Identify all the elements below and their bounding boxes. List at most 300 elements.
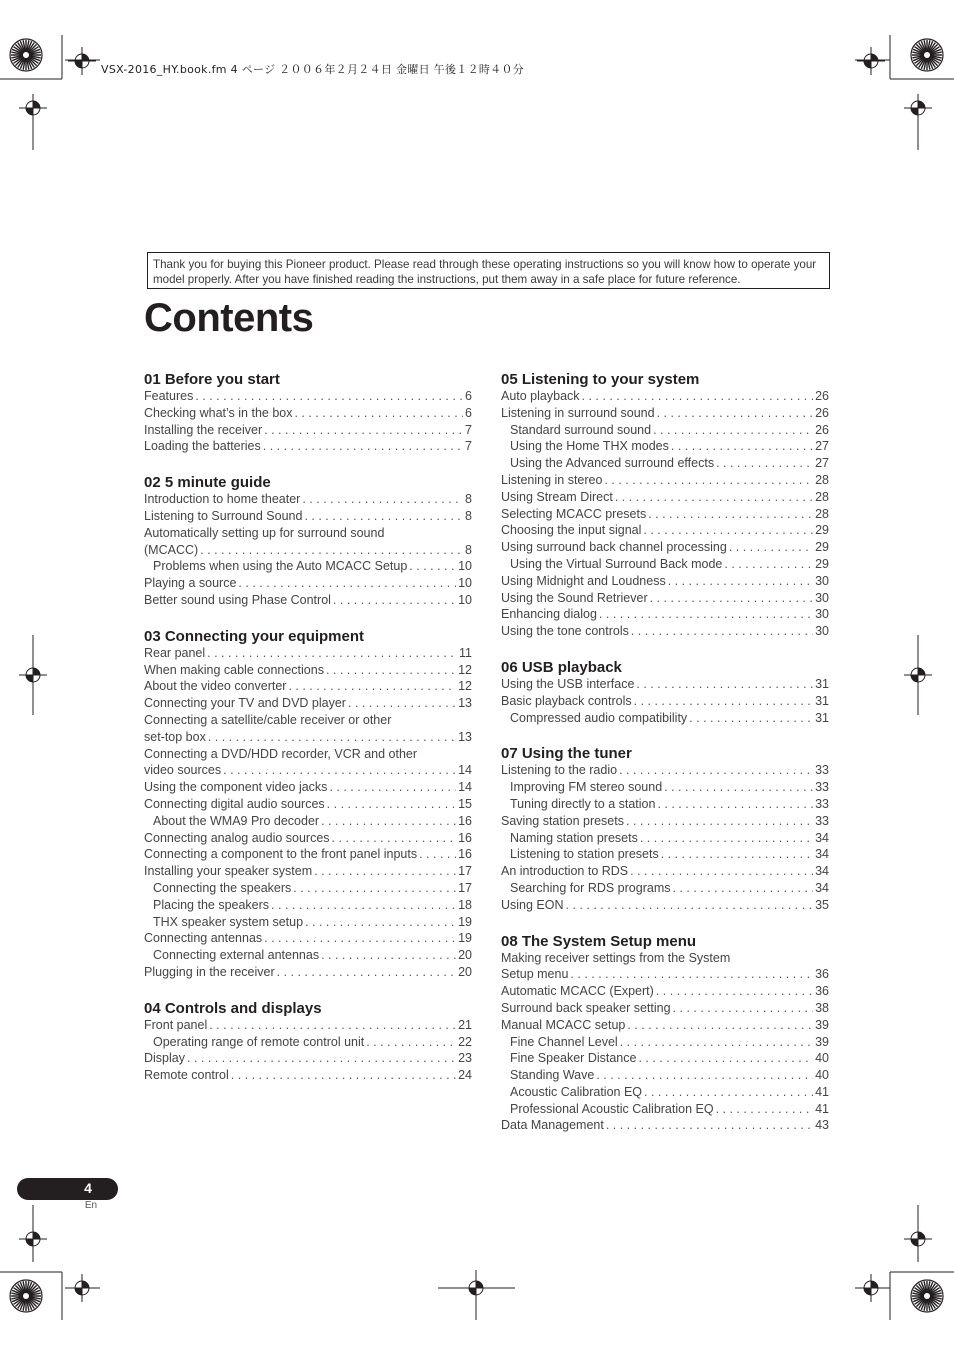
toc-entry-page: 6 <box>465 405 472 420</box>
toc-entry-title: Naming station presets <box>510 830 638 845</box>
toc-entry-title: Plugging in the receiver <box>144 964 275 979</box>
toc-entry[interactable] <box>144 1050 472 1067</box>
toc-entry[interactable] <box>501 1000 829 1017</box>
toc-entry-page: 35 <box>815 897 829 912</box>
toc-entry-title: Connecting external antennas <box>153 948 320 963</box>
toc-entry-page: 40 <box>815 1051 829 1066</box>
toc-section <box>144 370 472 455</box>
toc-entry[interactable] <box>144 645 472 662</box>
toc-entry-title: Front panel <box>144 1017 208 1032</box>
toc-entry-page: 33 <box>815 780 829 795</box>
toc-entry-page: 19 <box>458 914 472 929</box>
toc-entry-title: set-top box <box>144 729 206 744</box>
toc-entry[interactable] <box>501 1067 829 1084</box>
toc-entry-title: (MCACC) <box>144 542 199 557</box>
toc-entry-title: Searching for RDS programs <box>510 880 671 895</box>
toc-entry-title: Auto playback <box>501 389 580 403</box>
toc-entry-title: Connecting a DVD/HDD recorder, VCR and other <box>144 746 418 761</box>
page-number: 4 <box>84 1180 92 1196</box>
toc-entry-title: Basic playback controls <box>501 693 632 708</box>
dot-leader <box>264 422 463 439</box>
dot-leader <box>293 880 456 897</box>
toc-entry[interactable] <box>501 556 829 573</box>
dot-leader <box>329 779 456 796</box>
toc-entry[interactable] <box>501 438 829 455</box>
toc-entry-page: 36 <box>815 984 829 999</box>
dot-leader <box>294 405 463 422</box>
dot-leader <box>582 388 814 405</box>
toc-entry-page: 16 <box>458 830 472 845</box>
dot-leader <box>729 539 813 556</box>
dot-leader <box>673 1000 814 1017</box>
dot-leader <box>231 1067 456 1084</box>
toc-entry[interactable] <box>501 813 829 830</box>
dot-leader <box>634 693 813 710</box>
dot-leader <box>672 880 813 897</box>
toc-entry-page: 22 <box>458 1034 472 1049</box>
toc-entry-page: 33 <box>815 796 829 811</box>
dot-leader <box>327 796 456 813</box>
toc-entry[interactable] <box>501 779 829 796</box>
toc-entry-page: 40 <box>815 1068 829 1083</box>
toc-entry-page: 39 <box>815 1017 829 1032</box>
toc-section-title: 02 5 minute guide <box>144 474 271 492</box>
toc-entry-title: Rear panel <box>144 645 206 660</box>
toc-entry[interactable] <box>144 542 472 559</box>
dot-leader <box>333 592 456 609</box>
toc-entry-title: Manual MCACC setup <box>501 1017 626 1032</box>
toc-entry-page: 10 <box>458 592 472 607</box>
toc-section <box>144 999 472 1084</box>
toc-entry-title: Saving station presets <box>501 813 624 828</box>
toc-entry-title: Listening in surround sound <box>501 405 655 420</box>
toc-entry-page: 26 <box>815 405 829 420</box>
toc-entry-page: 28 <box>815 489 829 504</box>
dot-leader <box>566 897 814 914</box>
toc-entry-title: Using surround back channel processing <box>501 540 727 555</box>
page-title: Contents <box>144 296 314 340</box>
toc-entry[interactable] <box>144 914 472 931</box>
toc-entry[interactable] <box>144 729 472 746</box>
toc-entry-page: 29 <box>815 523 829 538</box>
toc-entry[interactable] <box>501 897 829 914</box>
toc-entry-page: 30 <box>815 590 829 605</box>
toc-entry-title: Operating range of remote control unit <box>153 1034 365 1049</box>
dot-leader <box>208 729 456 746</box>
toc-entry[interactable] <box>144 880 472 897</box>
toc-entry[interactable] <box>144 1017 472 1034</box>
dot-leader <box>271 897 456 914</box>
toc-entry[interactable] <box>144 388 472 405</box>
toc-entry-page: 19 <box>458 931 472 946</box>
toc-entry[interactable] <box>144 575 472 592</box>
dot-leader <box>348 695 456 712</box>
dot-leader <box>604 472 813 489</box>
toc-entry[interactable] <box>144 746 472 763</box>
toc-entry[interactable] <box>501 863 829 880</box>
toc-entry[interactable] <box>501 846 829 863</box>
toc-entry-page: 6 <box>465 389 472 403</box>
toc-entry-title: Enhancing dialog <box>501 607 597 622</box>
toc-entry-title: Connecting analog audio sources <box>144 830 330 845</box>
toc-entry-page: 26 <box>815 422 829 437</box>
toc-entry-page: 26 <box>815 389 829 403</box>
toc-entry-page: 31 <box>815 710 829 725</box>
toc-entry[interactable] <box>144 525 472 542</box>
dot-leader <box>627 1017 813 1034</box>
toc-entry-title: Connecting antennas <box>144 931 263 946</box>
toc-section <box>144 627 472 981</box>
toc-entry-title: Using the tone controls <box>501 624 629 639</box>
toc-entry-title: Using the Home THX modes <box>510 439 669 454</box>
dot-leader <box>419 846 456 863</box>
toc-entry[interactable] <box>501 880 829 897</box>
toc-entry[interactable] <box>501 506 829 523</box>
toc-entry[interactable] <box>501 472 829 489</box>
toc-entry-page: 33 <box>815 813 829 828</box>
toc-entry[interactable] <box>501 1034 829 1051</box>
dot-leader <box>366 1034 456 1051</box>
toc-entry-title: Problems when using the Auto MCACC Setup <box>153 559 408 574</box>
toc-entry[interactable] <box>144 897 472 914</box>
toc-right-column <box>501 370 829 1152</box>
toc-section <box>501 744 829 913</box>
toc-entry-page: 30 <box>815 573 829 588</box>
toc-entry[interactable] <box>501 539 829 556</box>
toc-entry-title: Improving FM stereo sound <box>510 780 663 795</box>
toc-entry-title: Listening in stereo <box>501 472 603 487</box>
toc-section <box>501 932 829 1135</box>
dot-leader <box>657 405 814 422</box>
toc-entry-page: 14 <box>458 780 472 795</box>
toc-entry[interactable] <box>501 1050 829 1067</box>
dot-leader <box>200 542 463 559</box>
toc-entry-page: 28 <box>815 472 829 487</box>
toc-entry-title: Listening to the radio <box>501 763 618 778</box>
dot-leader <box>668 573 813 590</box>
toc-left-column <box>144 370 472 1102</box>
toc-entry[interactable] <box>144 830 472 847</box>
toc-entry-title: Fine Speaker Distance <box>510 1051 637 1066</box>
dot-leader <box>716 455 813 472</box>
toc-entry-title: Using EON <box>501 897 564 912</box>
toc-entry-title: Using Midnight and Loudness <box>501 573 666 588</box>
dot-leader <box>570 966 813 983</box>
toc-entry-page: 29 <box>815 556 829 571</box>
toc-entry[interactable] <box>144 438 472 455</box>
toc-entry[interactable] <box>144 846 472 863</box>
toc-entry-page: 12 <box>458 662 472 677</box>
toc-entry-title: Using the Virtual Surround Back mode <box>510 556 723 571</box>
dot-leader <box>314 863 456 880</box>
toc-section-title: 03 Connecting your equipment <box>144 627 365 645</box>
dot-leader <box>671 438 813 455</box>
toc-entry-page: 36 <box>815 967 829 982</box>
toc-entry[interactable] <box>144 863 472 880</box>
toc-entry-page: 29 <box>815 540 829 555</box>
dot-leader <box>631 623 813 640</box>
toc-entry-page: 27 <box>815 439 829 454</box>
toc-entry[interactable] <box>501 573 829 590</box>
print-file-info: VSX-2016_HY.book.fm 4 ページ ２００６年２月２４日 金曜日 午後１２時４０分 <box>101 63 525 76</box>
toc-entry[interactable] <box>501 422 829 439</box>
toc-entry[interactable] <box>144 508 472 525</box>
toc-entry-page: 10 <box>458 576 472 591</box>
toc-entry-title: Surround back speaker setting <box>501 1000 671 1015</box>
toc-entry-page: 7 <box>465 439 472 454</box>
toc-entry[interactable] <box>501 623 829 640</box>
toc-entry-title: Connecting a component to the front panel inputs <box>144 847 418 862</box>
toc-entry[interactable] <box>501 388 829 405</box>
toc-entry-title: Introduction to home theater <box>144 492 301 507</box>
toc-entry-page: 23 <box>458 1051 472 1066</box>
toc-entry[interactable] <box>501 1017 829 1034</box>
toc-entry-page: 13 <box>458 696 472 711</box>
toc-entry-title: Automatic MCACC (Expert) <box>501 984 654 999</box>
toc-entry-title: Features <box>144 389 194 403</box>
toc-entry[interactable] <box>144 491 472 508</box>
toc-entry-page: 15 <box>458 796 472 811</box>
toc-entry-title: About the video converter <box>144 679 287 694</box>
dot-leader <box>615 489 813 506</box>
toc-entry[interactable] <box>501 522 829 539</box>
toc-entry[interactable] <box>144 813 472 830</box>
dot-leader <box>656 983 813 1000</box>
toc-entry-title: Standing Wave <box>510 1068 595 1083</box>
toc-entry-title: Remote control <box>144 1068 229 1083</box>
toc-entry-title: Display <box>144 1051 185 1066</box>
toc-entry[interactable] <box>144 964 472 981</box>
toc-entry[interactable] <box>501 1101 829 1118</box>
dot-leader <box>650 590 813 607</box>
toc-entry-page: 33 <box>815 763 829 778</box>
toc-entry-title: Playing a source <box>144 576 237 591</box>
toc-entry-page: 28 <box>815 506 829 521</box>
toc-entry-page: 20 <box>458 964 472 979</box>
dot-leader <box>187 1050 456 1067</box>
toc-entry-title: Choosing the input signal <box>501 523 642 538</box>
toc-entry-page: 34 <box>815 847 829 862</box>
toc-entry[interactable] <box>501 676 829 693</box>
toc-entry-title: Using the component video jacks <box>144 780 328 795</box>
dot-leader <box>619 762 813 779</box>
toc-entry[interactable] <box>144 1034 472 1051</box>
toc-entry-page: 24 <box>458 1068 472 1083</box>
toc-entry[interactable] <box>144 662 472 679</box>
toc-entry-page: 34 <box>815 864 829 879</box>
dot-leader <box>716 1101 814 1118</box>
toc-entry-page: 30 <box>815 624 829 639</box>
dot-leader <box>332 830 457 847</box>
dot-leader <box>644 1084 813 1101</box>
toc-entry-title: Selecting MCACC presets <box>501 506 647 521</box>
toc-entry-title: Installing the receiver <box>144 422 263 437</box>
toc-entry[interactable] <box>144 695 472 712</box>
toc-entry[interactable] <box>501 983 829 1000</box>
toc-entry-title: About the WMA9 Pro decoder <box>153 813 320 828</box>
dot-leader <box>302 491 463 508</box>
toc-entry-page: 11 <box>459 645 472 660</box>
toc-entry[interactable] <box>144 558 472 575</box>
toc-entry[interactable] <box>501 455 829 472</box>
dot-leader <box>640 830 813 847</box>
toc-entry-title: Checking what’s in the box <box>144 405 293 420</box>
toc-entry-page: 14 <box>458 763 472 778</box>
toc-entry-page: 13 <box>458 729 472 744</box>
dot-leader <box>689 710 813 727</box>
page-language: En <box>84 1200 98 1211</box>
dot-leader <box>664 779 813 796</box>
toc-entry[interactable] <box>144 947 472 964</box>
toc-entry[interactable] <box>501 1117 829 1134</box>
toc-entry-title: Loading the batteries <box>144 439 261 454</box>
toc-entry-page: 21 <box>458 1017 472 1032</box>
dot-leader <box>636 676 813 693</box>
dot-leader <box>264 930 456 947</box>
toc-entry-page: 20 <box>458 948 472 963</box>
toc-entry-page: 16 <box>458 813 472 828</box>
toc-entry-title: Acoustic Calibration EQ <box>510 1084 643 1099</box>
toc-entry-title: Connecting a satellite/cable receiver or other <box>144 712 392 727</box>
toc-section <box>501 370 829 640</box>
dot-leader <box>620 1034 813 1051</box>
toc-entry[interactable] <box>501 796 829 813</box>
toc-entry-title: When making cable connections <box>144 662 324 677</box>
toc-entry[interactable] <box>144 930 472 947</box>
dot-leader <box>288 678 456 695</box>
toc-entry-page: 41 <box>815 1101 829 1116</box>
dot-leader <box>606 1117 813 1134</box>
toc-entry-page: 16 <box>458 847 472 862</box>
toc-entry-page: 30 <box>815 607 829 622</box>
dot-leader <box>277 964 456 981</box>
toc-entry[interactable] <box>501 830 829 847</box>
toc-entry-title: Using the Advanced surround effects <box>510 456 715 471</box>
toc-entry-title: Compressed audio compatibility <box>510 710 688 725</box>
toc-entry-title: Connecting digital audio sources <box>144 796 325 811</box>
toc-entry[interactable] <box>501 966 829 983</box>
toc-section-title: 01 Before you start <box>144 371 280 388</box>
dot-leader <box>326 662 456 679</box>
toc-entry-title: Using Stream Direct <box>501 489 613 504</box>
toc-entry-title: Listening to station presets <box>510 847 659 862</box>
dot-leader <box>321 947 456 964</box>
toc-entry-page: 34 <box>815 880 829 895</box>
dot-leader <box>724 556 813 573</box>
dot-leader <box>626 813 813 830</box>
toc-entry-title: Using the USB interface <box>501 676 635 691</box>
toc-entry[interactable] <box>144 1067 472 1084</box>
toc-entry-page: 18 <box>458 897 472 912</box>
toc-entry[interactable] <box>501 590 829 607</box>
toc-section-title: 07 Using the tuner <box>501 745 632 763</box>
dot-leader <box>599 606 813 623</box>
dot-leader <box>305 914 456 931</box>
toc-entry-page: 34 <box>815 830 829 845</box>
toc-entry-page: 10 <box>458 559 472 574</box>
toc-entry[interactable] <box>501 405 829 422</box>
dot-leader <box>657 796 813 813</box>
dot-leader <box>195 388 463 405</box>
toc-entry-title: Using the Sound Retriever <box>501 590 648 605</box>
toc-entry[interactable] <box>501 489 829 506</box>
dot-leader <box>653 422 813 439</box>
toc-entry-page: 27 <box>815 456 829 471</box>
toc-entry-page: 8 <box>465 508 472 523</box>
toc-entry-title: video sources <box>144 763 222 778</box>
dot-leader <box>223 762 456 779</box>
toc-entry-title: Fine Channel Level <box>510 1034 618 1049</box>
toc-entry-page: 8 <box>465 542 472 557</box>
toc-entry-title: Installing your speaker system <box>144 864 313 879</box>
toc-entry-title: An introduction to RDS <box>501 864 629 879</box>
dot-leader <box>638 1050 813 1067</box>
toc-entry[interactable] <box>144 779 472 796</box>
toc-entry[interactable] <box>144 592 472 609</box>
toc-entry[interactable] <box>144 422 472 439</box>
toc-entry-title: THX speaker system setup <box>153 914 304 929</box>
toc-entry-page: 39 <box>815 1034 829 1049</box>
toc-entry-title: Professional Acoustic Calibration EQ <box>510 1101 714 1116</box>
dot-leader <box>209 1017 456 1034</box>
toc-entry-title: Connecting the speakers <box>153 880 292 895</box>
toc-entry-title: Placing the speakers <box>153 897 270 912</box>
dot-leader <box>321 813 456 830</box>
toc-entry-page: 43 <box>815 1118 829 1133</box>
toc-entry[interactable] <box>144 796 472 813</box>
toc-entry-page: 8 <box>465 492 472 507</box>
toc-entry[interactable] <box>501 606 829 623</box>
toc-entry-page: 31 <box>815 693 829 708</box>
dot-leader <box>596 1067 813 1084</box>
toc-entry[interactable] <box>144 678 472 695</box>
toc-entry[interactable] <box>144 712 472 729</box>
toc-section-title: 04 Controls and displays <box>144 999 322 1017</box>
toc-section-title: 08 The System Setup menu <box>501 932 697 950</box>
toc-entry[interactable] <box>501 710 829 727</box>
toc-entry-page: 31 <box>815 676 829 691</box>
dot-leader <box>661 846 813 863</box>
toc-entry-page: 17 <box>458 864 472 879</box>
toc-entry[interactable] <box>501 762 829 779</box>
dot-leader <box>238 575 456 592</box>
dot-leader <box>630 863 813 880</box>
toc-entry-page: 7 <box>465 422 472 437</box>
toc-entry[interactable] <box>501 693 829 710</box>
toc-section <box>501 658 829 726</box>
toc-section <box>144 473 472 609</box>
dot-leader <box>304 508 463 525</box>
dot-leader <box>643 522 813 539</box>
toc-entry-title: Connecting your TV and DVD player <box>144 696 346 711</box>
toc-entry[interactable] <box>501 1084 829 1101</box>
toc-entry-title: Better sound using Phase Control <box>144 592 331 607</box>
toc-entry-page: 17 <box>458 880 472 895</box>
toc-entry[interactable] <box>144 405 472 422</box>
toc-section-title: 05 Listening to your system <box>501 371 700 388</box>
toc-entry-page: 38 <box>815 1000 829 1015</box>
toc-entry-title: Tuning directly to a station <box>510 796 656 811</box>
toc-entry-title: Setup menu <box>501 967 569 982</box>
toc-entry[interactable] <box>501 950 829 967</box>
dot-leader <box>263 438 463 455</box>
dot-leader <box>648 506 813 523</box>
intro-notice: Thank you for buying this Pioneer product. Please read through these operating instructions so you will know how to operate your model properly. After you have finished reading the instructions, put them away in a safe place for future reference. <box>147 252 830 289</box>
toc-entry-title: Making receiver settings from the System <box>501 950 731 965</box>
toc-entry-page: 12 <box>458 679 472 694</box>
toc-entry-title: Standard surround sound <box>510 422 652 437</box>
toc-entry[interactable] <box>144 762 472 779</box>
